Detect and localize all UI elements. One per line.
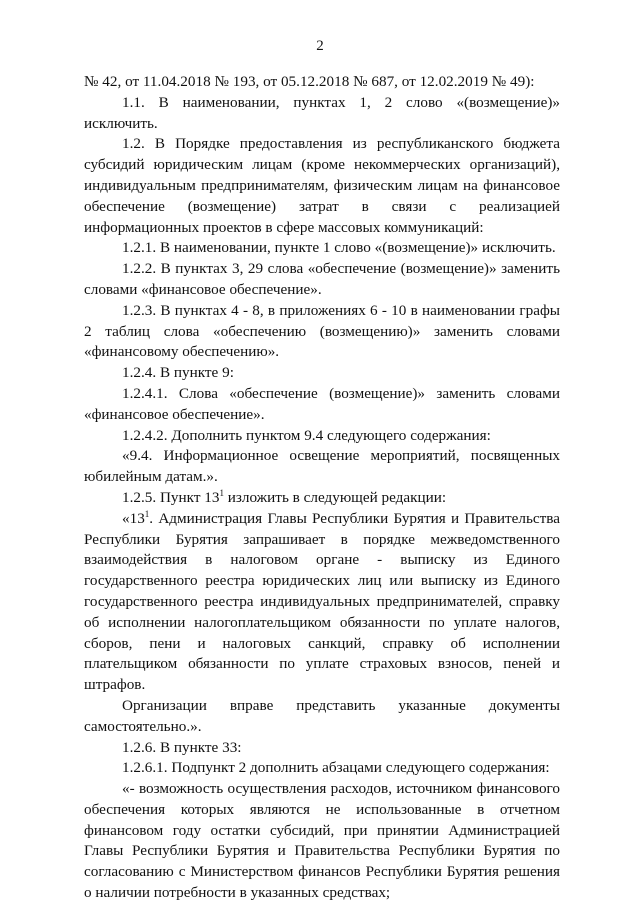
paragraph-1-2-5-text: 1.2.5. Пункт 13 [122, 488, 220, 506]
paragraph-1-2-5 [84, 488, 560, 509]
item-13-1-number: «13 [122, 509, 145, 527]
paragraph-1-2-4-1: 1.2.4.1. Слова «обеспечение (возмещение)» заменить словами «финансовое обеспечение». [84, 384, 560, 423]
paragraph-1-2-5-text-end: изложить в следующей редакции: [223, 488, 447, 506]
paragraph-amendment-list-end: № 42, от 11.04.2018 № 193, от 05.12.2018 № 687, от 12.02.2019 № 49): [84, 73, 535, 90]
document-body [84, 72, 560, 904]
paragraph-item-13-1 [84, 509, 560, 696]
paragraph-1-2-3: 1.2.3. В пунктах 4 - 8, в приложениях 6 - 10 в наименовании графы 2 таблиц слова «обеспечению (возмещению)» заменить словами «финансовому обеспечению». [84, 301, 560, 361]
item-13-1-text: . Администрация Главы Республики Бурятия и Правительства Республики Бурятия запрашивает в порядке межведомственного взаимодействия в налоговом органе - выписку из Единого государственного реестра юридических лиц или выписку из Единого государственного реестра индивидуальных предпринимателей, справку об исполнении налогоплательщиком обязанности по уплате налогов, сборов, пени и налоговых санкций, справку об исполнении плательщиком обязанности по уплате страховых взносов, пеней и штрафов. [84, 509, 560, 694]
paragraph-1-2-2: 1.2.2. В пунктах 3, 29 слова «обеспечение (возмещение)» заменить словами «финансовое обеспечение». [84, 260, 560, 298]
paragraph-1-2-4-2: 1.2.4.2. Дополнить пунктом 9.4 следующего содержания: [122, 426, 491, 444]
superscript-index: 1 [144, 508, 150, 519]
paragraph-1-1: 1.1. В наименовании, пунктах 1, 2 слово «(возмещение)» исключить. [84, 93, 560, 132]
paragraph-1-2: 1.2. В Порядке предоставления из республиканского бюджета субсидий юридическим лицам (кроме некоммерческих организаций), индивидуальным предпринимателям, физическим лицам на финансовое обеспечение (возмещение) затрат в связи с реализацией информационных проектов в сфере массовых коммуникаций: [84, 135, 560, 236]
paragraph-1-2-6: 1.2.6. В пункте 33: [122, 738, 242, 756]
superscript-index: 1 [219, 487, 224, 498]
paragraph-1-2-1: 1.2.1. В наименовании, пункте 1 слово «(возмещение)» исключить. [122, 239, 556, 257]
paragraph-organizations-right: Организации вправе представить указанные документы самостоятельно.». [84, 696, 560, 735]
page-number: 2 [316, 38, 324, 54]
paragraph-1-2-4: 1.2.4. В пункте 9: [122, 364, 234, 382]
paragraph-1-2-6-1: 1.2.6.1. Подпункт 2 дополнить абзацами следующего содержания: [122, 759, 550, 777]
paragraph-expenses-possibility: «- возможность осуществления расходов, источником финансового обеспечения которых являются не использованные в отчетном финансовом году остатки субсидий, при принятии Администрацией Главы Республики Бурятия и Правительства Республики Бурятия по согласованию с Министерством финансов Республики Бурятия решения о наличии потребности в указанных средствах; [84, 780, 560, 902]
paragraph-item-9-4: «9.4. Информационное освещение мероприятий, посвященных юбилейным датам.». [84, 447, 560, 486]
